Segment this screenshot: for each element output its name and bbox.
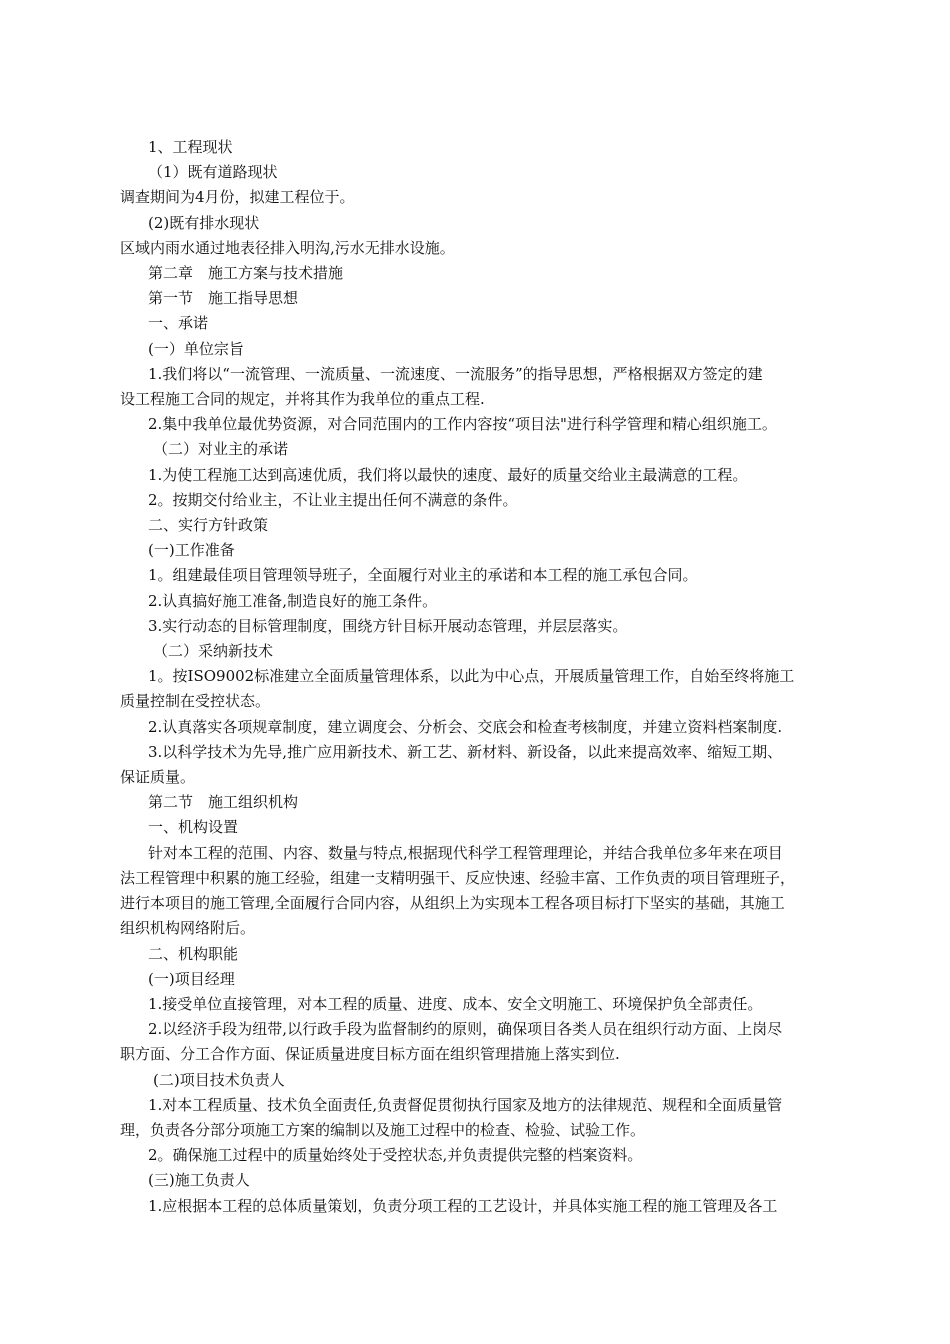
- text-line: 二、实行方针政策: [148, 516, 269, 535]
- text-line: 1.接受单位直接管理，对本工程的质量、进度、成本、安全文明施工、环境保护负全部责任。: [148, 994, 763, 1013]
- text-line: (一)项目经理: [148, 969, 235, 988]
- text-line: 一、承诺: [148, 314, 209, 333]
- text-line: 调查期间为4月份，拟建工程位于。: [120, 188, 355, 207]
- text-line: 1。按ISO9002标准建立全面质量管理体系，以此为中心点，开展质量管理工作，自始至终将施工: [148, 667, 795, 686]
- text-line: (2)既有排水现状: [148, 213, 260, 232]
- text-line: (一)工作准备: [148, 541, 235, 560]
- text-line: 组织机构网络附后。: [120, 919, 256, 938]
- text-line: 1.我们将以“一流管理、一流质量、一流速度、一流服务”的指导思想，严格根据双方签定的建: [148, 364, 763, 383]
- text-line: 设工程施工合同的规定，并将其作为我单位的重点工程.: [120, 390, 485, 409]
- document-page: [120, 135, 868, 1219]
- text-line: 第二节 施工组织机构: [148, 793, 299, 812]
- text-line: 1.应根据本工程的总体质量策划，负责分项工程的工艺设计，并具体实施工程的施工管理及各工: [148, 1196, 778, 1215]
- text-line: 3.实行动态的目标管理制度，围绕方针目标开展动态管理，并层层落实。: [148, 616, 628, 635]
- text-line: 1、工程现状: [148, 138, 233, 156]
- text-line: 2.以经济手段为纽带,以行政手段为监督制约的原则，确保项目各类人员在组织行动方面、上岗尽: [148, 1020, 783, 1039]
- text-line: 区域内雨水通过地表径排入明沟,污水无排水设施。: [120, 238, 455, 257]
- text-line: 2.集中我单位最优势资源，对合同范围内的工作内容按“项目法"进行科学管理和精心组织施工。: [148, 415, 777, 434]
- text-line: 1。组建最佳项目管理领导班子，全面履行对业主的承诺和本工程的施工承包合同。: [148, 566, 698, 585]
- text-line: 1.为使工程施工达到高速优质，我们将以最快的速度、最好的质量交给业主最满意的工程。: [148, 465, 748, 484]
- text-line: （1）既有道路现状: [148, 163, 278, 182]
- text-line: 1.对本工程质量、技术负全面责任,负责督促贯彻执行国家及地方的法律规范、规程和全面质量管: [148, 1095, 783, 1114]
- text-line: 法工程管理中积累的施工经验，组建一支精明强干、反应快速、经验丰富、工作负责的项目管理班子，: [120, 868, 796, 887]
- text-line: (三)施工负责人: [148, 1171, 250, 1190]
- text-line: 一、机构设置: [148, 818, 239, 837]
- text-line: 第一节 施工指导思想: [148, 289, 299, 308]
- text-line: （二）对业主的承诺: [153, 440, 289, 459]
- text-line: 二、机构职能: [148, 944, 239, 963]
- text-line: 2.认真落实各项规章制度，建立调度会、分析会、交底会和检查考核制度，并建立资料档案制度.: [148, 717, 783, 736]
- text-line: 保证质量。: [120, 768, 196, 787]
- text-line: 进行本项目的施工管理,全面履行合同内容，从组织上为实现本工程各项目标打下坚实的基础，其施工: [120, 894, 785, 913]
- text-line: 3.以科学技术为先导,推广应用新技术、新工艺、新材料、新设备，以此来提高效率、缩短工期、: [148, 742, 783, 761]
- text-line: (二)项目技术负责人: [153, 1070, 285, 1089]
- text-line: （二）采纳新技术: [153, 642, 274, 661]
- text-line: 质量控制在受控状态。: [120, 692, 271, 711]
- text-line: 2。按期交付给业主，不让业主提出任何不满意的条件。: [148, 490, 518, 509]
- text-line: 职方面、分工合作方面、保证质量进度目标方面在组织管理措施上落实到位.: [120, 1045, 620, 1064]
- text-line: 2。确保施工过程中的质量始终处于受控状态,并负责提供完整的档案资料。: [148, 1146, 643, 1165]
- text-line: 理，负责各分部分项施工方案的编制以及施工过程中的检查、检验、试验工作。: [120, 1120, 646, 1139]
- text-line: (一）单位宗旨: [148, 339, 244, 358]
- text-line: 针对本工程的范围、内容、数量与特点,根据现代科学工程管理理论，并结合我单位多年来在项目: [148, 843, 783, 862]
- text-line: 2.认真搞好施工准备,制造良好的施工条件。: [148, 591, 438, 610]
- text-line: 第二章 施工方案与技术措施: [148, 264, 344, 283]
